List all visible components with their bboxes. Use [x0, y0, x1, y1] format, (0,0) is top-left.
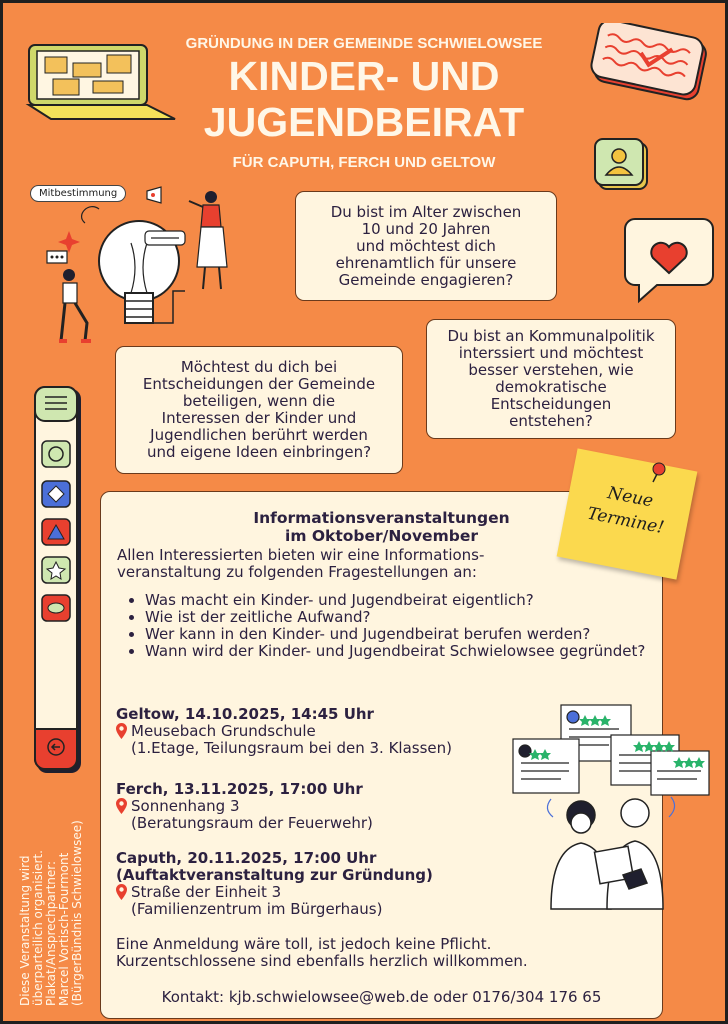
participation-card-line: beteiligen, wenn die [182, 392, 336, 410]
title-line-2: JUGENDBEIRAT [203, 99, 525, 145]
event-date-extra: (Auftaktveranstaltung zur Gründung) [116, 866, 433, 884]
event-date: Ferch, 13.11.2025, 17:00 Uhr [116, 780, 363, 798]
participation-question-card [115, 346, 403, 474]
event-place: Straße der Einheit 3 [131, 883, 282, 901]
info-title-line-2: im Oktober/November [285, 527, 478, 545]
location-pin-icon [116, 723, 127, 739]
registration-note [116, 936, 528, 970]
organizer-note-line: Diese Veranstaltung wird [18, 855, 32, 1006]
age-card-line: und möchtest dich [356, 236, 496, 255]
event-geltow [116, 706, 452, 757]
info-title-line-1: Informationsveranstaltungen [253, 509, 510, 527]
header-places: FÜR CAPUTH, FERCH UND GELTOW [232, 154, 496, 171]
question-item: • Wer kann in den Kinder- und Jugendbeirat berufen werden? [145, 626, 665, 643]
age-card-line: 10 und 20 Jahren [361, 219, 491, 238]
event-detail: (Familienzentrum im Bürgerhaus) [131, 900, 383, 918]
age-card-line: Gemeinde engagieren? [338, 270, 514, 289]
event-caputh [116, 850, 433, 918]
event-detail: (Beratungsraum der Feuerwehr) [131, 814, 373, 832]
politics-card-line: besser verstehen, wie [468, 361, 634, 379]
politics-card-line: interssiert und möchtest [458, 344, 644, 362]
poster-title [103, 53, 625, 145]
contact-line: Kontakt: kjb.schwielowsee@web.de oder 0176/304 176 65 [161, 988, 602, 1006]
closing-line-1: Eine Anmeldung wäre toll, ist jedoch keine Pflicht. [116, 935, 492, 953]
organizer-note-line: überparteilich organisiert. [31, 850, 45, 1006]
closing-line-2: Kurzentschlossene sind ebenfalls herzlich willkommen. [116, 952, 528, 970]
sticky-note [557, 448, 698, 579]
poster [3, 3, 725, 1021]
heart-chat-icon [621, 215, 717, 307]
participation-card-line: Möchtest du dich bei [180, 358, 338, 376]
sticky-line-2: Termine! [585, 503, 666, 539]
push-pin-icon [649, 461, 669, 483]
event-ferch [116, 781, 373, 832]
event-date: Caputh, 20.11.2025, 17:00 Uhr [116, 849, 377, 867]
info-intro [117, 547, 557, 581]
organizer-note-line: Plakat/Ansprechpartner: [44, 860, 58, 1006]
header-subtitle: GRÜNDUNG IN DER GEMEINDE SCHWIELOWSEE [185, 35, 543, 52]
politics-card-line: Entscheidungen [490, 395, 612, 413]
location-pin-icon [116, 798, 127, 814]
participation-card-line: Jugendlichen berührt werden [150, 426, 368, 444]
participation-card-line: Interessen der Kinder und [161, 409, 357, 427]
intro-line-1: Allen Interessierten bieten wir eine Informations- [117, 546, 485, 564]
question-item: • Wie ist der zeitliche Aufwand? [145, 609, 665, 626]
checkmark-card-icon [589, 23, 711, 103]
question-list [127, 592, 665, 660]
politics-card-line: Du bist an Kommunalpolitik [447, 327, 655, 345]
age-card-line: Du bist im Alter zwischen [330, 202, 522, 221]
politics-card-line: demokratische [495, 378, 607, 396]
app-toolbar-illustration [33, 385, 85, 777]
event-detail: (1.Etage, Teilungsraum bei den 3. Klassen) [131, 739, 452, 757]
organizer-note-line: Marcel Vortisch-Fourmont [57, 852, 71, 1006]
sticky-note-text [563, 474, 692, 544]
age-card-line: ehrenamtlich für unsere [335, 253, 517, 272]
user-profile-icon [593, 137, 651, 191]
mitbestimmung-badge: Mitbestimmung [30, 185, 126, 202]
event-place: Meusebach Grundschule [131, 722, 316, 740]
organizer-note-line: (BürgerBündnis Schwielowsee) [70, 820, 84, 1006]
laptop-illustration [23, 41, 181, 123]
reviews-people-illustration [511, 699, 711, 911]
event-place: Sonnenhang 3 [131, 797, 240, 815]
intro-line-2: veranstaltung zu folgenden Fragestellungen an: [117, 563, 477, 581]
politics-question-card [426, 319, 676, 439]
event-date: Geltow, 14.10.2025, 14:45 Uhr [116, 705, 374, 723]
politics-card-line: entstehen? [509, 412, 593, 430]
organizer-note [19, 786, 84, 1006]
age-question-card [295, 191, 557, 301]
question-item: • Was macht ein Kinder- und Jugendbeirat eigentlich? [145, 592, 665, 609]
sticky-line-1: Neue [605, 483, 655, 512]
participation-card-line: und eigene Ideen einbringen? [146, 443, 372, 461]
title-line-1: KINDER- UND [228, 53, 500, 99]
participation-card-line: Entscheidungen der Gemeinde [142, 375, 376, 393]
location-pin-icon [116, 884, 127, 900]
participation-illustration [39, 183, 239, 367]
question-item: • Wann wird der Kinder- und Jugendbeirat Schwielowsee gegründet? [145, 643, 665, 660]
